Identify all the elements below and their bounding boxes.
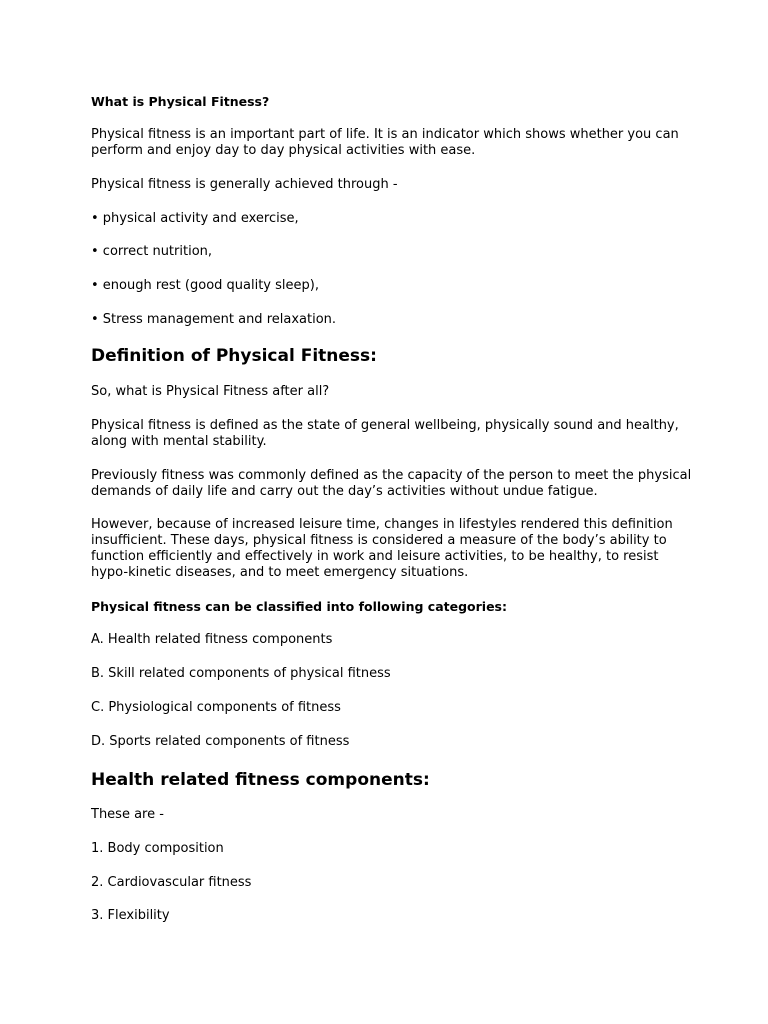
definition-para2-line-2: demands of daily life and carry out the day’s activities without undue fatigue. xyxy=(91,484,598,499)
definition-para3-line-1: However, because of increased leisure time, changes in lifestyles rendered this definition xyxy=(91,517,673,532)
category-item: C. Physiological components of fitness xyxy=(91,700,341,715)
health-intro: These are - xyxy=(91,807,164,822)
categories-title: Physical fitness can be classified into following categories: xyxy=(91,599,507,614)
definition-heading: Definition of Physical Fitness: xyxy=(91,346,377,366)
health-heading: Health related fitness components: xyxy=(91,770,430,790)
bullet-item: • correct nutrition, xyxy=(91,244,213,259)
health-item: 1. Body composition xyxy=(91,841,224,856)
definition-para3-line-3: function efficiently and effectively in work and leisure activities, to be healthy, to resist xyxy=(91,549,659,564)
intro-paragraph-line-1: Physical fitness is an important part of life. It is an indicator which shows whether you can xyxy=(91,127,679,142)
bullet-item: • enough rest (good quality sleep), xyxy=(91,278,319,293)
definition-para3-line-4: hypo-kinetic diseases, and to meet emergency situations. xyxy=(91,565,469,580)
health-item: 3. Flexibility xyxy=(91,908,170,923)
definition-para1-line-2: along with mental stability. xyxy=(91,434,267,449)
bullet-item: • Stress management and relaxation. xyxy=(91,312,337,327)
definition-para2-line-1: Previously fitness was commonly defined as the capacity of the person to meet the physical xyxy=(91,468,692,483)
health-item: 2. Cardiovascular fitness xyxy=(91,875,252,890)
category-item: A. Health related fitness components xyxy=(91,632,333,647)
intro-title: What is Physical Fitness? xyxy=(91,94,270,109)
achieved-through-text: Physical fitness is generally achieved through - xyxy=(91,177,398,192)
intro-paragraph-line-2: perform and enjoy day to day physical activities with ease. xyxy=(91,143,476,158)
bullet-item: • physical activity and exercise, xyxy=(91,211,299,226)
category-item: B. Skill related components of physical fitness xyxy=(91,666,391,681)
definition-para3-line-2: insufficient. These days, physical fitness is considered a measure of the body’s ability to xyxy=(91,533,667,548)
category-item: D. Sports related components of fitness xyxy=(91,734,350,749)
definition-question: So, what is Physical Fitness after all? xyxy=(91,384,330,399)
definition-para1-line-1: Physical fitness is defined as the state of general wellbeing, physically sound and healthy, xyxy=(91,418,679,433)
